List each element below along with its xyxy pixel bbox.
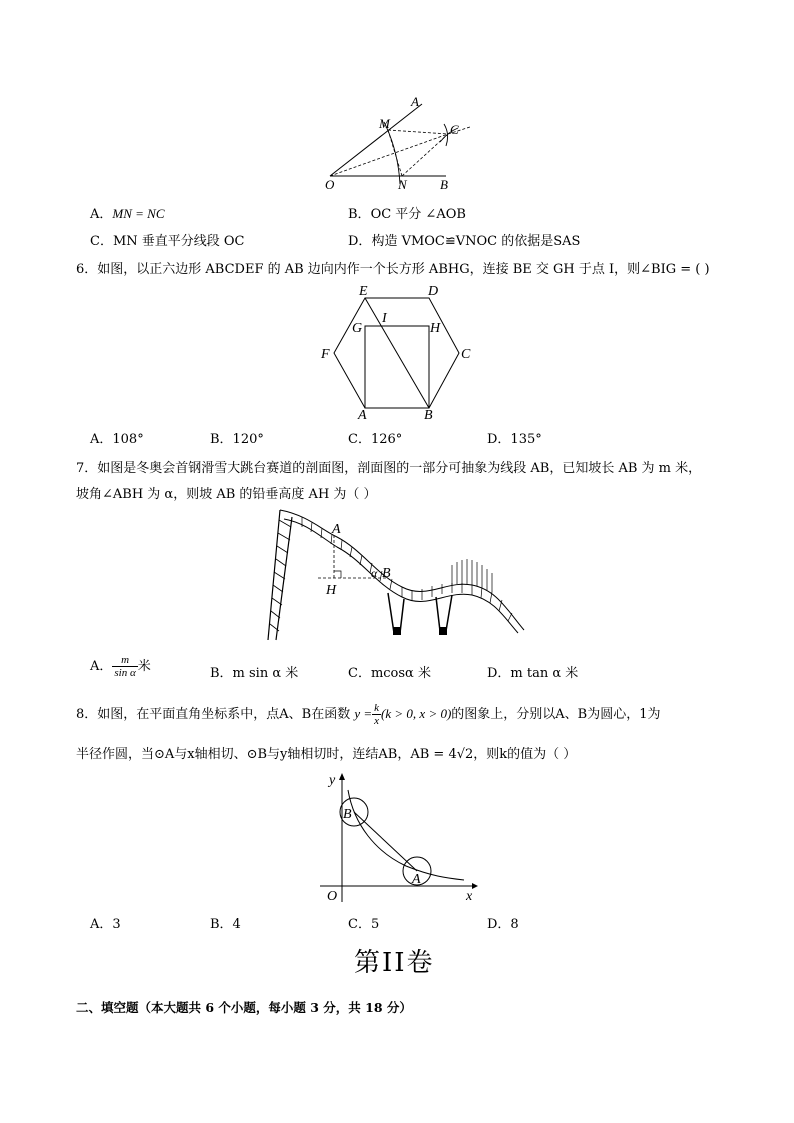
q8-stem-tail: 的图象上，分别以A、B为圆心，1为: [451, 707, 661, 722]
q5-option-b-key: B．: [348, 207, 371, 222]
q8-stem-line2: 半径作圆，当⊙A与x轴相切、⊙B与y轴相切时，连结AB，AB = 4√2，则k的值为（ ）: [76, 747, 577, 762]
q5-option-d-key: D．: [348, 234, 372, 249]
part2-title: 第II卷: [354, 948, 435, 978]
q6-label-A: A: [358, 408, 367, 420]
q5-option-c-key: C．: [90, 234, 113, 249]
q8-label-B: B: [343, 807, 352, 822]
q6-label-B: B: [424, 408, 433, 420]
q7-option-a-denominator: sin α: [114, 667, 136, 679]
q5-label-M: M: [379, 116, 390, 131]
q6-hexagon-figure: [318, 280, 478, 420]
q5-option-c-text: MN 垂直平分线段 OC: [112, 234, 245, 249]
q8-option-c[interactable]: C．5: [348, 917, 380, 932]
q6-option-a[interactable]: A．108°: [90, 432, 144, 447]
q6-option-d[interactable]: D．135°: [487, 432, 542, 447]
q5-option-a[interactable]: [90, 203, 165, 222]
q7-option-b[interactable]: B．m sin α 米: [210, 666, 299, 681]
q8-func-fraction: [372, 702, 381, 727]
q8-label-x: x: [466, 889, 473, 904]
q7-option-c[interactable]: C．mcosα 米: [348, 666, 431, 681]
q7-stem-line2: 坡角∠ABH 为 α，则坡 AB 的铅垂高度 AH 为（ ）: [76, 487, 377, 502]
q5-option-a-key: A．: [90, 207, 113, 222]
q7-option-a[interactable]: [90, 654, 151, 679]
q8-stem-lead: 8．如图，在平面直角坐标系中，点A、B在函数: [76, 707, 351, 722]
q7-ski-jump-figure: [262, 505, 532, 645]
q5-option-b[interactable]: [348, 203, 466, 222]
q7-option-a-fraction: [112, 654, 137, 679]
q8-stem-line1: [76, 702, 661, 727]
q5-option-a-text: MN = NC: [112, 206, 165, 221]
q6-stem: 6．如图，以正六边形 ABCDEF 的 AB 边向内作一个长方形 ABHG，连接 BE 交 GH 于点 I，则∠BIG = ( ): [76, 262, 710, 277]
q5-label-O: O: [325, 177, 335, 192]
q6-label-E: E: [359, 284, 368, 299]
q6-label-G: G: [352, 321, 363, 336]
q5-option-d[interactable]: [348, 230, 580, 249]
q8-option-b[interactable]: B．4: [210, 917, 241, 932]
q5-figure: [318, 94, 478, 194]
section2-heading: 二、填空题（本大题共 6 个小题，每小题 3 分，共 18 分）: [76, 1000, 412, 1015]
q5-label-N: N: [398, 177, 407, 192]
q7-option-a-numerator: m: [112, 654, 137, 667]
q8-func-denominator: x: [374, 715, 380, 727]
q8-label-O: O: [327, 889, 338, 904]
q5-label-A: A: [411, 94, 419, 109]
q6-label-D: D: [428, 284, 439, 299]
q8-label-A: A: [412, 872, 421, 887]
q7-label-H: H: [326, 583, 337, 598]
q6-option-b[interactable]: B．120°: [210, 432, 264, 447]
q8-option-d[interactable]: D．8: [487, 917, 519, 932]
q7-option-a-unit: 米: [137, 659, 151, 674]
q6-label-I: I: [382, 311, 387, 326]
q8-func-numerator: k: [374, 702, 380, 714]
q5-option-d-text: 构造 VMOC≌VNOC 的依据是SAS: [371, 234, 581, 249]
q6-option-c[interactable]: C．126°: [348, 432, 403, 447]
q7-label-A: A: [332, 522, 341, 537]
q6-label-F: F: [321, 347, 330, 362]
q8-coordinate-figure: [316, 770, 482, 904]
q5-label-C: C: [450, 122, 459, 137]
q7-option-d[interactable]: D．m tan α 米: [487, 666, 579, 681]
q7-label-B: B: [382, 566, 391, 581]
q7-label-alpha: α: [371, 566, 378, 580]
q6-label-C: C: [461, 347, 471, 362]
q5-label-B: B: [440, 177, 448, 192]
q8-option-a[interactable]: A．3: [90, 917, 121, 932]
q6-label-H: H: [430, 321, 441, 336]
q5-option-c[interactable]: [90, 230, 245, 249]
q5-option-b-text: OC 平分 ∠AOB: [370, 207, 466, 222]
q8-func-lhs: y =: [354, 706, 373, 721]
q8-label-y: y: [329, 773, 336, 788]
q7-option-a-key: A．: [90, 659, 113, 674]
q7-stem-line1: 7．如图是冬奥会首钢滑雪大跳台赛道的剖面图，剖面图的一部分可抽象为线段 AB，已知坡长 AB 为 m 米，: [76, 461, 702, 476]
q8-func-condition: (k > 0, x > 0): [381, 706, 452, 721]
